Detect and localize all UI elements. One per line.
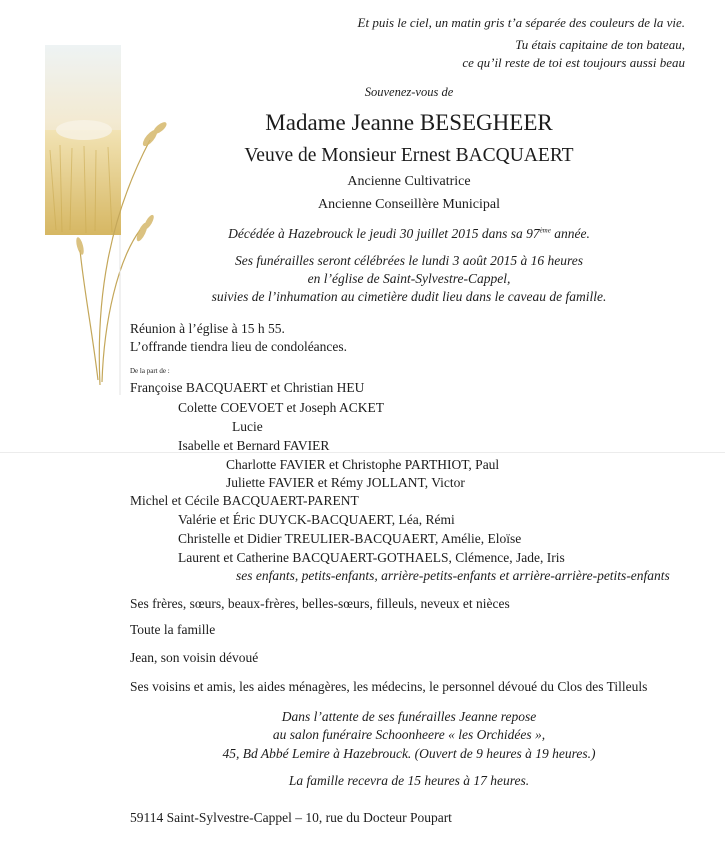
poem-line: ce qu’il reste de toi est toujours aussi beau [462,55,685,70]
meeting-line: Réunion à l’église à 15 h 55. [130,321,285,336]
death-notice [0,226,725,242]
family-caption: ses enfants, petits-enfants, arrière-petits-enfants et arrière-arrière-petits-enfants [236,568,670,583]
title-line: Ancienne Cultivatrice [347,174,471,189]
others-line: Jean, son voisin dévoué [130,650,259,665]
family-line: Laurent et Catherine BACQUAERT-GOTHAELS, Clémence, Jade, Iris [178,550,565,565]
family-line: Colette COEVOET et Joseph ACKET [178,400,384,415]
family-line: Isabelle et Bernard FAVIER [178,438,330,453]
family-line: Lucie [232,419,263,434]
from-label: De la part de : [130,367,170,375]
repose-line: au salon funéraire Schoonheere « les Orchidées », [272,727,546,742]
death-text-end: année. [550,226,590,241]
family-line: Charlotte FAVIER et Christophe PARTHIOT, Paul [226,457,500,472]
funeral-line: en l’église de Saint-Sylvestre-Cappel, [307,271,511,286]
death-text: Décédée à Hazebrouck le jeudi 30 juillet 2015 dans sa 97 [228,226,540,241]
family-line: Juliette FAVIER et Rémy JOLLANT, Victor [226,475,465,490]
family-line: Michel et Cécile BACQUAERT-PARENT [130,493,359,508]
funeral-line: Ses funérailles seront célébrées le lundi 3 août 2015 à 16 heures [234,253,584,268]
family-line: Christelle et Didier TREULIER-BACQUAERT, Amélie, Eloïse [178,531,522,546]
others-line: Ses frères, sœurs, beaux-frères, belles-sœurs, filleuls, neveux et nièces [130,596,510,611]
address: 59114 Saint-Sylvestre-Cappel – 10, rue du Docteur Poupart [130,810,452,825]
fold-line [0,452,725,453]
funeral-line: suivies de l’inhumation au cimetière dudit lieu dans le caveau de famille. [211,289,607,304]
poem-line: Et puis le ciel, un matin gris t’a séparée des couleurs de la vie. [357,15,685,30]
title-line: Ancienne Conseillère Municipal [318,197,500,212]
repose-line: Dans l’attente de ses funérailles Jeanne repose [281,709,537,724]
repose-line: 45, Bd Abbé Lemire à Hazebrouck. (Ouvert de 9 heures à 19 heures.) [222,746,596,761]
deceased-name: Madame Jeanne BESEGHEER [265,110,553,135]
intro: Souvenez-vous de [364,85,454,99]
reception: La famille recevra de 15 heures à 17 heures. [288,773,530,788]
meeting-line: L’offrande tiendra lieu de condoléances. [130,339,348,354]
others-line: Ses voisins et amis, les aides ménagères, les médecins, le personnel dévoué du Clos des Tilleuls [130,679,648,694]
family-line: Françoise BACQUAERT et Christian HEU [130,380,365,395]
poem-line: Tu étais capitaine de ton bateau, [515,37,685,52]
widow-of: Veuve de Monsieur Ernest BACQUAERT [244,145,574,166]
family-line: Valérie et Éric DUYCK-BACQUAERT, Léa, Rémi [178,512,455,527]
others-line: Toute la famille [130,622,216,637]
ordinal-suffix: ème [539,226,551,235]
